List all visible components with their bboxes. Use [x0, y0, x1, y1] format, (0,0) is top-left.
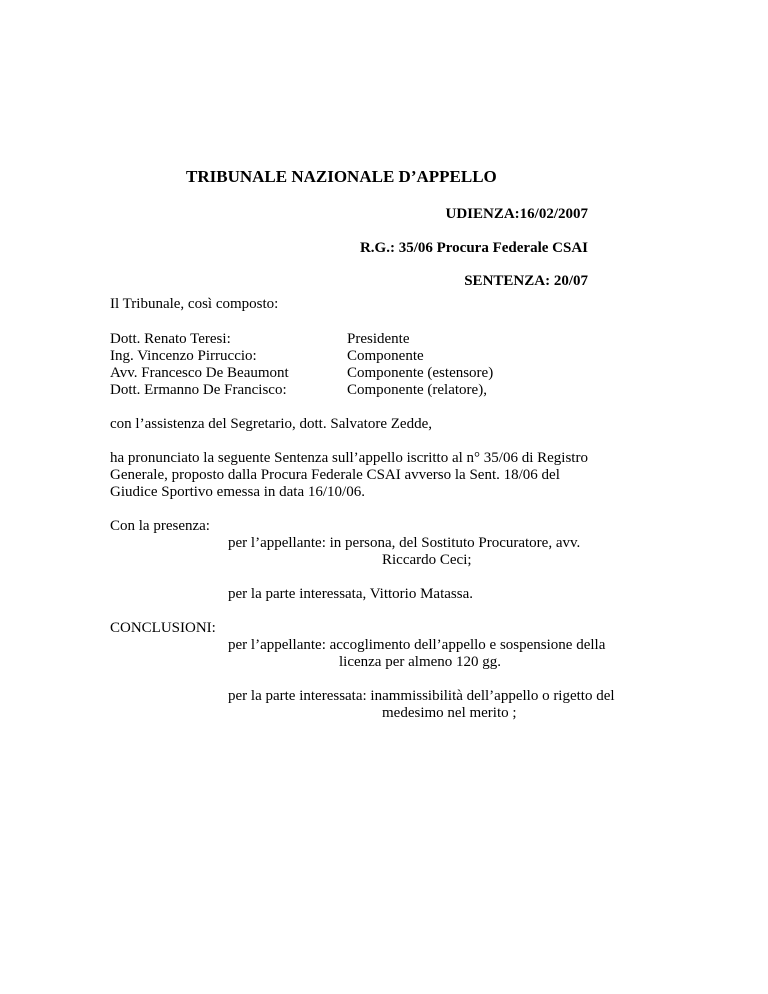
member-name: Dott. Renato Teresi:: [110, 331, 231, 347]
member-name: Avv. Francesco De Beaumont: [110, 365, 289, 381]
member-role: Componente (relatore),: [347, 382, 487, 398]
conclusion-interested: per la parte interessata: inammissibilità dell’appello o rigetto del: [228, 688, 615, 704]
composition-intro: Il Tribunale, così composto:: [110, 296, 279, 312]
member-role: Presidente: [347, 331, 410, 347]
conclusions-label: CONCLUSIONI:: [110, 620, 216, 636]
presence-appellant: per l’appellante: in persona, del Sostituto Procuratore, avv.: [228, 535, 581, 551]
conclusion-appellant: per l’appellante: accoglimento dell’appello e sospensione della: [228, 637, 606, 653]
presence-appellant-cont: Riccardo Ceci;: [382, 552, 472, 568]
presence-label: Con la presenza:: [110, 518, 210, 534]
member-name: Ing. Vincenzo Pirruccio:: [110, 348, 257, 364]
pronouncement-line: Generale, proposto dalla Procura Federale CSAI avverso la Sent. 18/06 del: [110, 467, 560, 483]
conclusion-interested-cont: medesimo nel merito ;: [382, 705, 517, 721]
document-title: TRIBUNALE NAZIONALE D’APPELLO: [186, 167, 497, 186]
presence-interested: per la parte interessata, Vittorio Matassa.: [228, 586, 473, 602]
member-role: Componente (estensore): [347, 365, 494, 381]
secretary-assistance: con l’assistenza del Segretario, dott. Salvatore Zedde,: [110, 416, 432, 432]
pronouncement-line: ha pronunciato la seguente Sentenza sull’appello iscritto al n° 35/06 di Registro: [110, 450, 588, 466]
hearing-date: UDIENZA:16/02/2007: [445, 206, 588, 222]
conclusion-appellant-cont: licenza per almeno 120 gg.: [339, 654, 502, 670]
sentence-number: SENTENZA: 20/07: [464, 273, 588, 289]
member-name: Dott. Ermanno De Francisco:: [110, 382, 287, 398]
pronouncement-line: Giudice Sportivo emessa in data 16/10/06.: [110, 484, 365, 500]
general-register-number: R.G.: 35/06 Procura Federale CSAI: [359, 240, 588, 256]
member-role: Componente: [347, 348, 424, 364]
